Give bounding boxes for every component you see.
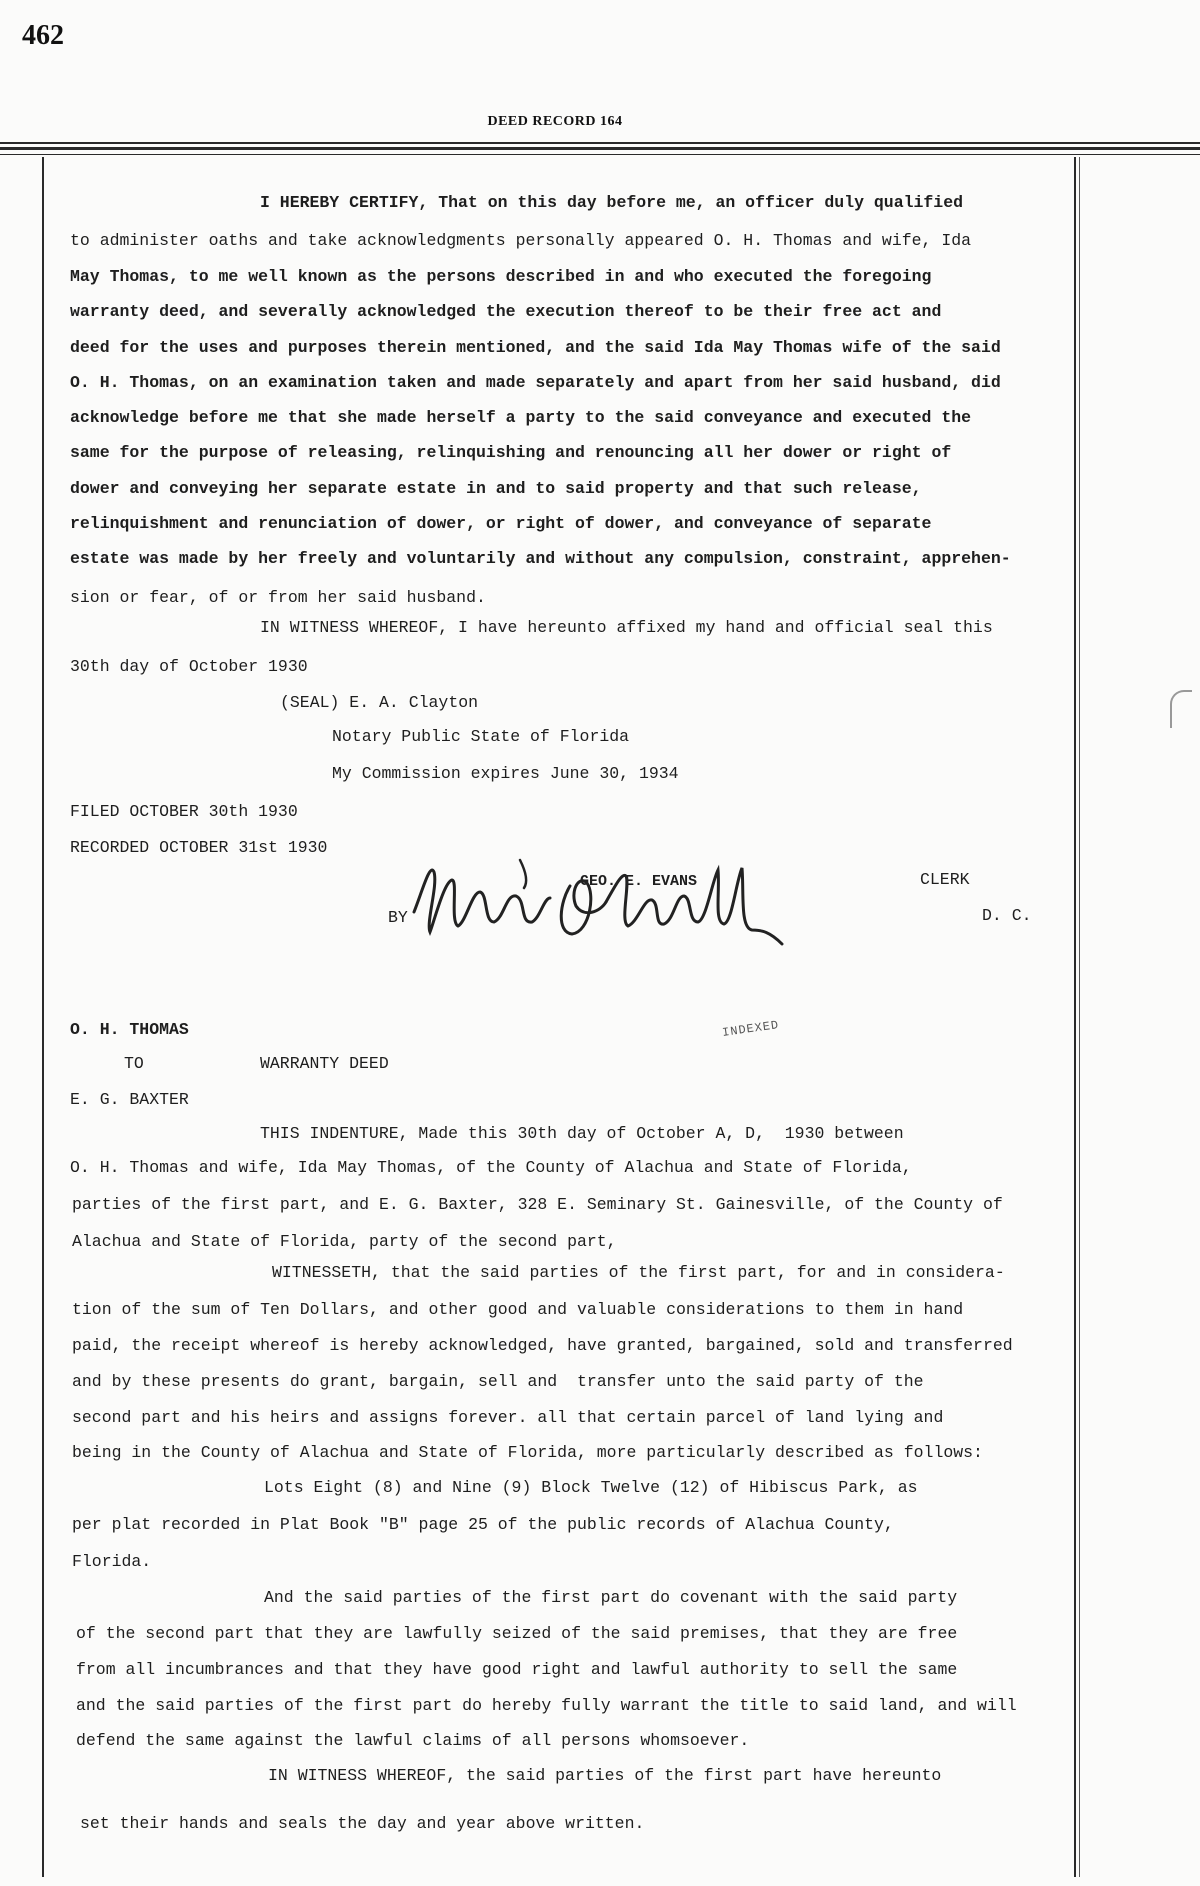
deed-line: O. H. Thomas and wife, Ida May Thomas, of the County of Alachua and State of Florida, bbox=[70, 1158, 912, 1177]
page-number: 462 bbox=[22, 20, 64, 51]
deed-line: of the second part that they are lawfully seized of the said premises, that they are free bbox=[76, 1624, 958, 1643]
indexed-stamp: INDEXED bbox=[721, 1018, 781, 1040]
ack-line: acknowledge before me that she made herself a party to the said conveyance and executed the bbox=[70, 408, 972, 427]
deed-line: from all incumbrances and that they have good right and lawful authority to sell the same bbox=[76, 1660, 958, 1679]
ack-line: to administer oaths and take acknowledgments personally appeared O. H. Thomas and wife, Ida bbox=[70, 231, 972, 250]
deed-line: second part and his heirs and assigns forever. all that certain parcel of land lying and bbox=[72, 1408, 944, 1427]
running-header: DEED RECORD 164 bbox=[487, 114, 623, 129]
by-label: BY bbox=[388, 908, 408, 927]
deed-line: Alachua and State of Florida, party of the second part, bbox=[72, 1232, 617, 1251]
grantee-name: E. G. BAXTER bbox=[70, 1090, 189, 1109]
ack-line: warranty deed, and severally acknowledged the execution thereof to be their free act and bbox=[70, 302, 942, 321]
notary-seal-line: (SEAL) E. A. Clayton bbox=[280, 693, 479, 712]
page-edge-mark bbox=[1170, 690, 1192, 728]
clerk-name: GEO. E. EVANS bbox=[580, 873, 698, 890]
filed-date: FILED OCTOBER 30th 1930 bbox=[70, 802, 298, 821]
deed-line: set their hands and seals the day and year above written. bbox=[80, 1814, 645, 1833]
clerk-title: CLERK bbox=[920, 870, 970, 889]
ack-line: dower and conveying her separate estate in and to said property and that such release, bbox=[70, 479, 922, 498]
deputy-clerk-signature bbox=[400, 852, 820, 962]
ack-line: sion or fear, of or from her said husband. bbox=[70, 588, 486, 607]
ack-line: deed for the uses and purposes therein mentioned, and the said Ida May Thomas wife of the said bbox=[70, 338, 1001, 357]
deed-line: IN WITNESS WHEREOF, the said parties of the first part have hereunto bbox=[268, 1766, 942, 1785]
notary-title: Notary Public State of Florida bbox=[332, 727, 630, 746]
property-description: Florida. bbox=[72, 1552, 152, 1571]
right-margin-rule-inner bbox=[1079, 157, 1080, 1877]
deed-line: THIS INDENTURE, Made this 30th day of October A, D, 1930 between bbox=[260, 1124, 904, 1143]
ack-line: 30th day of October 1930 bbox=[70, 657, 308, 676]
document-type: WARRANTY DEED bbox=[260, 1054, 389, 1073]
deed-line: and the said parties of the first part do hereby fully warrant the title to said land, and will bbox=[76, 1696, 1017, 1715]
ack-line: IN WITNESS WHEREOF, I have hereunto affixed my hand and official seal this bbox=[260, 618, 993, 637]
header-rule-middle bbox=[0, 147, 1200, 150]
deed-line: parties of the first part, and E. G. Baxter, 328 E. Seminary St. Gainesville, of the County of bbox=[72, 1195, 1003, 1214]
deed-line: defend the same against the lawful claims of all persons whomsoever. bbox=[76, 1731, 750, 1750]
notary-commission: My Commission expires June 30, 1934 bbox=[332, 764, 679, 783]
deed-line: tion of the sum of Ten Dollars, and other good and valuable considerations to them in hand bbox=[72, 1300, 964, 1319]
ack-line: May Thomas, to me well known as the persons described in and who executed the foregoing bbox=[70, 267, 932, 286]
ack-line: relinquishment and renunciation of dower, or right of dower, and conveyance of separate bbox=[70, 514, 932, 533]
left-margin-rule bbox=[42, 157, 44, 1877]
recorded-date: RECORDED OCTOBER 31st 1930 bbox=[70, 838, 328, 857]
right-margin-rule bbox=[1074, 157, 1076, 1877]
deputy-clerk-title: D. C. bbox=[982, 906, 1032, 925]
ack-line: same for the purpose of releasing, relinquishing and renouncing all her dower or right of bbox=[70, 443, 952, 462]
property-description: Lots Eight (8) and Nine (9) Block Twelve (12) of Hibiscus Park, as bbox=[264, 1478, 918, 1497]
header-rule-bottom bbox=[0, 154, 1200, 155]
deed-line: paid, the receipt whereof is hereby acknowledged, have granted, bargained, sold and transferred bbox=[72, 1336, 1013, 1355]
deed-line: being in the County of Alachua and State of Florida, more particularly described as follows: bbox=[72, 1443, 983, 1462]
header-rule-top bbox=[0, 142, 1200, 144]
ack-line: estate was made by her freely and voluntarily and without any compulsion, constraint, apprehen- bbox=[70, 549, 1011, 568]
to-label: TO bbox=[124, 1054, 144, 1073]
ack-line: O. H. Thomas, on an examination taken and made separately and apart from her said husband, did bbox=[70, 373, 1001, 392]
grantor-name: O. H. THOMAS bbox=[70, 1020, 189, 1039]
deed-line: And the said parties of the first part do covenant with the said party bbox=[264, 1588, 958, 1607]
ack-line: I HEREBY CERTIFY, That on this day before me, an officer duly qualified bbox=[260, 193, 964, 212]
property-description: per plat recorded in Plat Book "B" page 25 of the public records of Alachua County, bbox=[72, 1515, 894, 1534]
deed-line: and by these presents do grant, bargain, sell and transfer unto the said party of the bbox=[72, 1372, 924, 1391]
deed-line: WITNESSETH, that the said parties of the first part, for and in considera- bbox=[272, 1263, 1005, 1282]
